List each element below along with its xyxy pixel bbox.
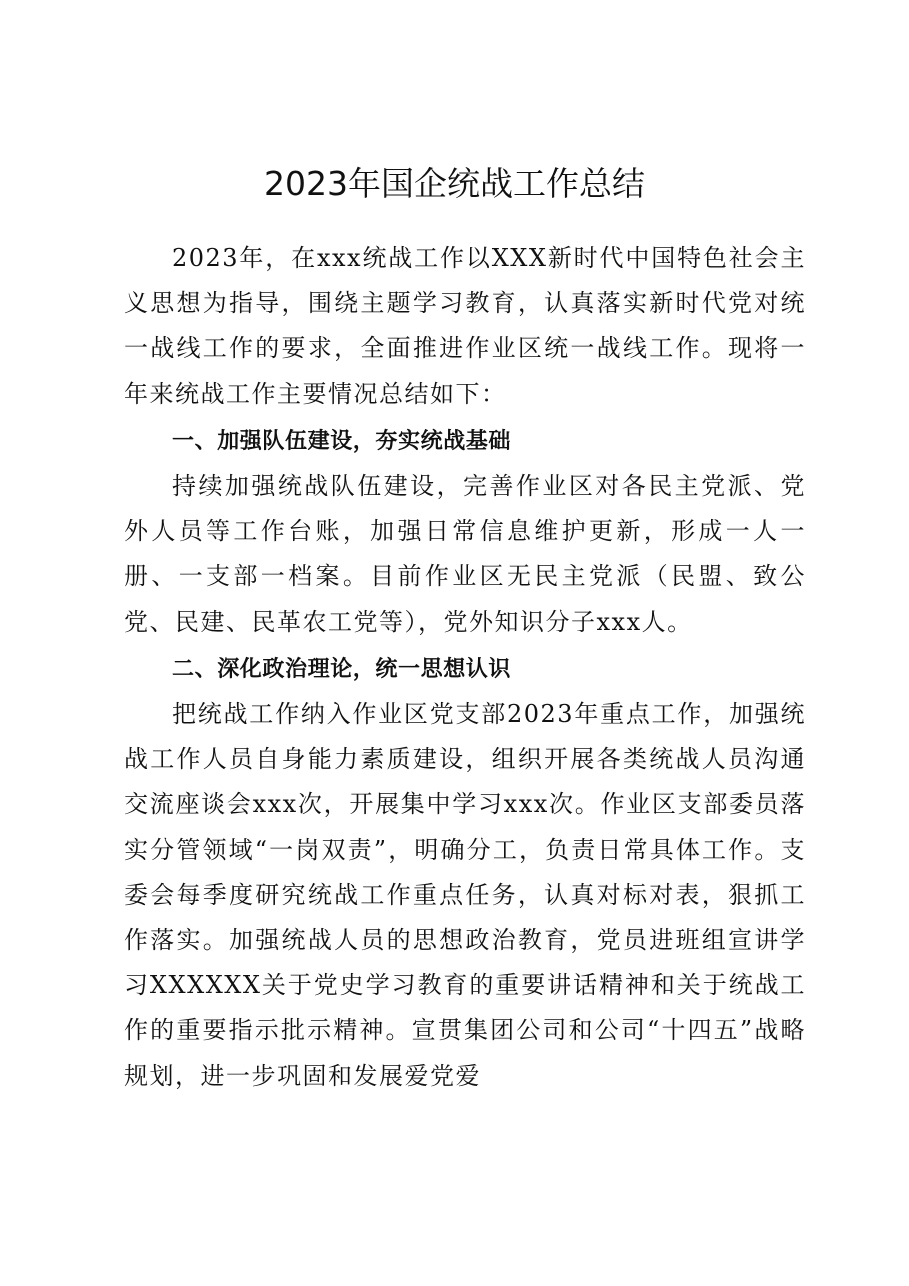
document-body [124, 236, 806, 1099]
intro-paragraph: 2023年，在xxx统战工作以XXX新时代中国特色社会主义思想为指导，围绕主题学习教育，认真落实新时代党对统一战线工作的要求，全面推进作业区统一战线工作。现将一年来统战工作主要情况总结如下： [124, 244, 806, 408]
section-heading-2: 二、深化政治理论，统一思想认识 [172, 656, 512, 682]
document-title: 2023年国企统战工作总结 [264, 164, 645, 203]
section-heading-1: 一、加强队伍建设，夯实统战基础 [172, 428, 512, 454]
section-body-1: 持续加强统战队伍建设，完善作业区对各民主党派、党外人员等工作台账，加强日常信息维护更新，形成一人一册、一支部一档案。目前作业区无民主党派（民盟、致公党、民建、民革农工党等），党外知识分子xxx人。 [124, 472, 806, 636]
section-body-2: 把统战工作纳入作业区党支部2023年重点工作，加强统战工作人员自身能力素质建设，组织开展各类统战人员沟通交流座谈会xxx次，开展集中学习xxx次。作业区支部委员落实分管领域“一岗双责”，明确分工，负责日常具体工作。支委会每季度研究统战工作重点任务，认真对标对表，狠抓工作落实。加强统战人员的思想政治教育，党员进班组宣讲学习XXXXXX关于党史学习教育的重要讲话精神和关于统战工作的重要指示批示精神。宣贯集团公司和公司“十四五”战略规划，进一步巩固和发展爱党爱 [124, 700, 806, 1090]
